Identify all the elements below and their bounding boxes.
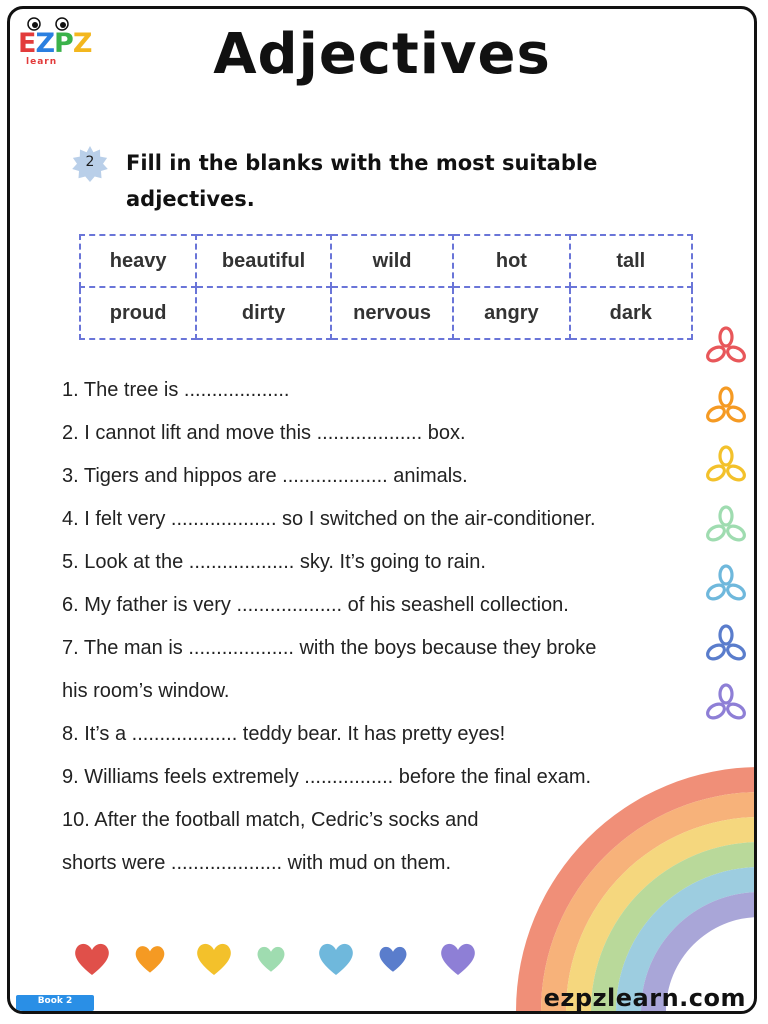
- sentence-line: 10. After the football match, Cedric’s socks and: [62, 809, 479, 831]
- word-bank-row: [80, 287, 692, 339]
- book-tag: [16, 995, 94, 1011]
- word-cell: angry: [453, 287, 569, 339]
- heart-icon: [133, 942, 167, 980]
- logo-sub: learn: [26, 57, 58, 67]
- heart-icon: [316, 939, 356, 983]
- logo-letter-z2: Z: [72, 28, 92, 59]
- sentence-line: 7. The man is ................... with the boys because they broke: [62, 637, 597, 659]
- sentence-list: [62, 369, 742, 885]
- flower-icon: [704, 385, 748, 429]
- word-cell: tall: [570, 235, 692, 287]
- flower-icon: [704, 563, 748, 607]
- heart-row: [72, 937, 492, 987]
- logo-letter-e: E: [18, 28, 36, 59]
- book-label: Book 2: [37, 996, 73, 1006]
- word-bank-table: [79, 234, 693, 340]
- heart-icon: [255, 943, 287, 979]
- page-title: Adjectives: [213, 22, 551, 87]
- exercise-badge: [70, 145, 110, 185]
- instruction-line-2: adjectives.: [126, 187, 255, 211]
- sentence-line: 2. I cannot lift and move this ................... box.: [62, 422, 466, 444]
- word-cell: nervous: [331, 287, 453, 339]
- sentence-line: 6. My father is very ................... of his seashell collection.: [62, 594, 569, 616]
- word-bank: [79, 234, 693, 337]
- sentence-line: his room’s window.: [62, 680, 230, 702]
- flower-icon: [704, 444, 748, 488]
- exercise-number: 2: [85, 154, 95, 170]
- heart-icon: [438, 939, 478, 983]
- logo-letter-z: Z: [35, 28, 55, 59]
- sentence-line: 3. Tigers and hippos are ................... animals.: [62, 465, 468, 487]
- word-cell: dark: [570, 287, 692, 339]
- instruction: [126, 145, 646, 217]
- word-cell: dirty: [196, 287, 331, 339]
- flower-icon: [704, 325, 748, 369]
- word-cell: beautiful: [196, 235, 331, 287]
- word-cell: wild: [331, 235, 453, 287]
- sentence-line: 4. I felt very ................... so I switched on the air-conditioner.: [62, 508, 596, 530]
- flower-icon: [704, 682, 748, 726]
- website-url: ezpzlearn.com: [543, 984, 746, 1012]
- heart-icon: [72, 939, 112, 983]
- flower-column: [704, 325, 748, 742]
- flower-icon: [704, 623, 748, 667]
- flower-icon: [704, 504, 748, 548]
- worksheet-frame: [7, 6, 757, 1014]
- heart-icon: [194, 939, 234, 983]
- word-cell: heavy: [80, 235, 196, 287]
- heart-icon: [377, 943, 409, 979]
- logo-letter-p: P: [54, 28, 73, 59]
- sentence-line: 5. Look at the ................... sky. It’s going to rain.: [62, 551, 486, 573]
- sentence-line: shorts were .................... with mud on them.: [62, 852, 452, 874]
- sentence-line: 1. The tree is ...................: [62, 379, 290, 401]
- sentence-line: 9. Williams feels extremely ................ before the final exam.: [62, 766, 592, 788]
- sentence-line: 8. It’s a ................... teddy bear. It has pretty eyes!: [62, 723, 506, 745]
- word-cell: proud: [80, 287, 196, 339]
- word-cell: hot: [453, 235, 569, 287]
- word-bank-row: [80, 235, 692, 287]
- instruction-line-1: Fill in the blanks with the most suitable: [126, 151, 598, 175]
